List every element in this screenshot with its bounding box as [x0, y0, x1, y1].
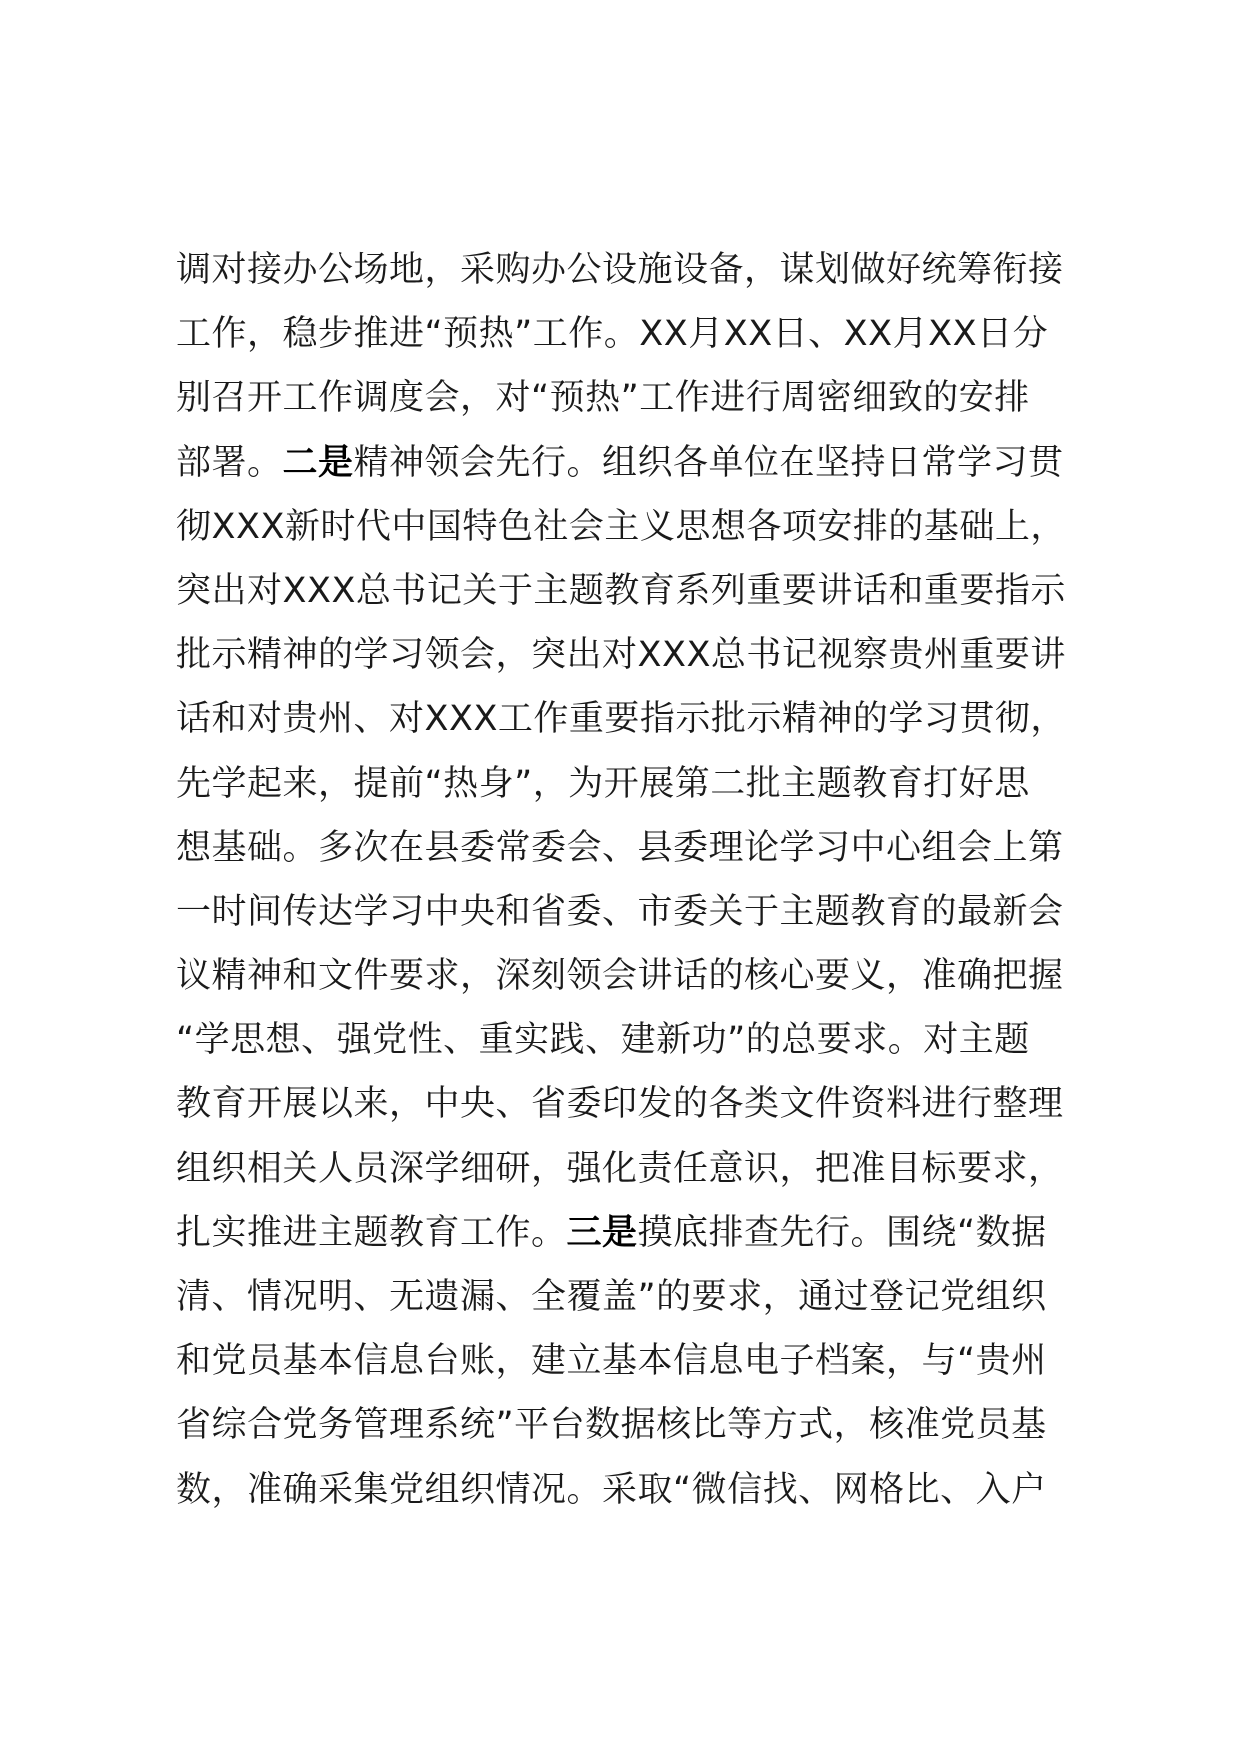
text-line: [176, 1072, 1096, 1136]
text-segment: 话和对贵州、对XXX工作重要指示批示精神的学习贯彻，: [176, 699, 1066, 740]
text-line: [176, 944, 1096, 1008]
text-segment: 想基础。多次在县委常委会、县委理论学习中心组会上第: [176, 827, 1064, 868]
text-segment: “学思想、强党性、重实践、建新功”的总要求。对主题: [176, 1020, 1030, 1061]
text-line: [176, 1008, 1096, 1072]
text-line: [176, 1137, 1096, 1201]
text-segment: 教育开展以来，中央、省委印发的各类文件资料进行整理: [176, 1084, 1064, 1125]
bold-lead-phrase: 三是: [566, 1212, 638, 1253]
text-line: [176, 623, 1096, 687]
text-segment: 工作，稳步推进“预热”工作。XX月XX日、XX月XX日分: [176, 314, 1049, 355]
text-line: [176, 752, 1096, 816]
text-segment: 议精神和文件要求，深刻领会讲话的核心要义，准确把握: [176, 956, 1064, 997]
text-line: [176, 431, 1096, 495]
text-segment: 数，准确采集党组织情况。采取“微信找、网格比、入户: [176, 1469, 1047, 1510]
text-segment: 批示精神的学习领会，突出对XXX总书记视察贵州重要讲: [176, 635, 1066, 676]
text-segment: 部署。: [176, 442, 283, 483]
text-segment: 组织相关人员深学细研，强化责任意识，把准目标要求，: [176, 1148, 1064, 1189]
text-line: [176, 302, 1096, 366]
text-line: [176, 495, 1096, 559]
text-line: [176, 238, 1096, 302]
text-line: [176, 880, 1096, 944]
text-line: [176, 1329, 1096, 1393]
text-segment: 清、情况明、无遗漏、全覆盖”的要求，通过登记党组织: [176, 1277, 1047, 1317]
text-segment: 和党员基本信息台账，建立基本信息电子档案，与“贵州: [176, 1341, 1047, 1382]
text-segment: 别召开工作调度会，对“预热”工作进行周密细致的安排: [176, 378, 1030, 419]
text-segment: 扎实推进主题教育工作。: [176, 1212, 567, 1253]
text-segment: 一时间传达学习中央和省委、市委关于主题教育的最新会: [176, 891, 1064, 932]
text-line: [176, 1458, 1096, 1522]
text-line: [176, 687, 1096, 751]
text-line: [176, 1201, 1096, 1265]
bold-lead-phrase: 二是: [282, 442, 354, 483]
text-segment: 突出对XXX总书记关于主题教育系列重要讲话和重要指示: [176, 570, 1066, 611]
text-segment: 精神领会先行。组织各单位在坚持日常学习贯: [353, 442, 1064, 483]
text-segment: 先学起来，提前“热身”，为开展第二批主题教育打好思: [176, 763, 1030, 804]
text-line: [176, 1265, 1096, 1329]
text-segment: 摸底排查先行。围绕“数据: [637, 1212, 1047, 1253]
text-segment: 省综合党务管理系统”平台数据核比等方式，核准党员基: [176, 1405, 1047, 1446]
text-line: [176, 559, 1096, 623]
text-segment: 彻XXX新时代中国特色社会主义思想各项安排的基础上，: [176, 506, 1066, 547]
document-body-text: [176, 238, 1096, 1522]
text-line: [176, 1393, 1096, 1457]
text-segment: 调对接办公场地，采购办公设施设备，谋划做好统筹衔接: [176, 250, 1064, 290]
text-line: [176, 366, 1096, 430]
text-line: [176, 816, 1096, 880]
